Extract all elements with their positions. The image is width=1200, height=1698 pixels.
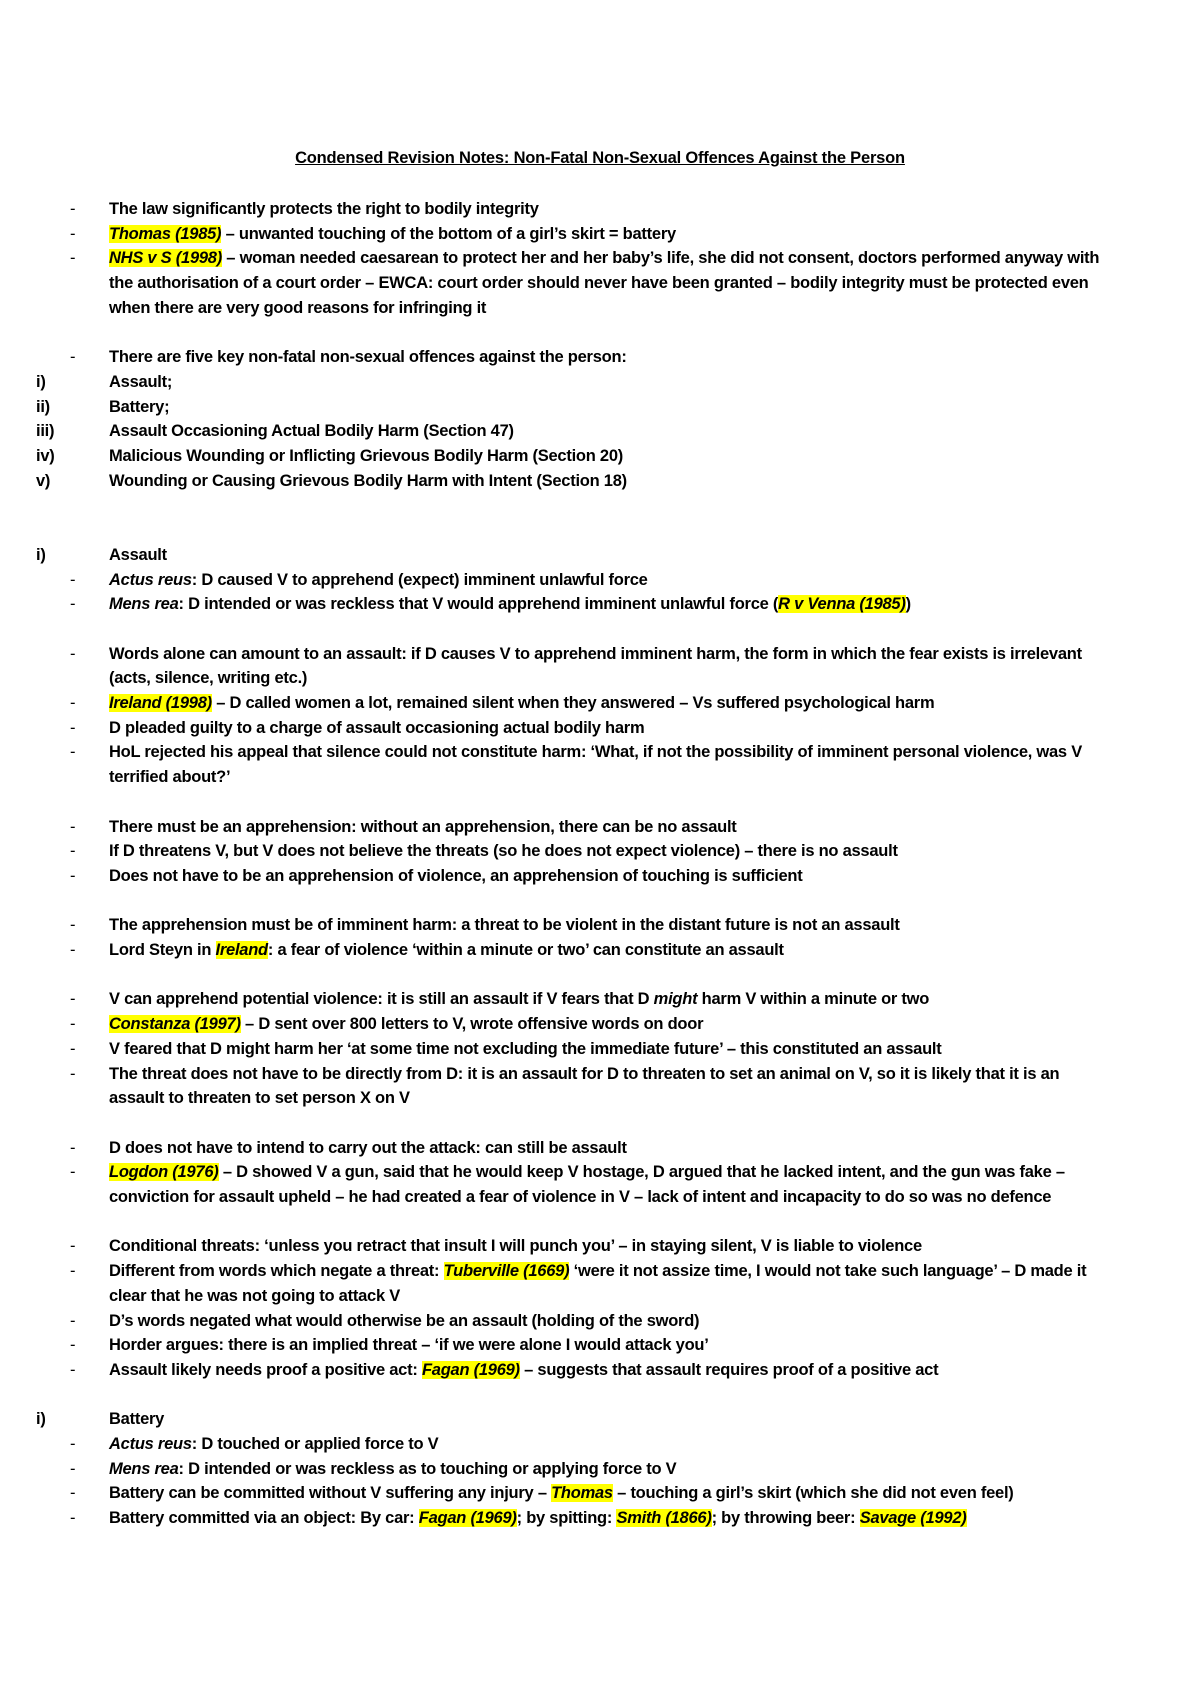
case-citation: Fagan (1969) [421,1360,520,1379]
page-title: Condensed Revision Notes: Non-Fatal Non-Sexual Offences Against the Person [295,149,905,167]
offence-item: i) Assault; [36,370,1106,395]
bullet: - [70,1336,76,1355]
list-number: ii) [36,397,50,416]
notes-body [36,197,1106,1531]
list-item: - Actus reus: D caused V to apprehend (expect) imminent unlawful force [36,568,1106,593]
case-citation: Smith (1866) [616,1509,712,1528]
case-citation: Savage (1992) [859,1509,967,1528]
list-item: - V feared that D might harm her ‘at some time not excluding the immediate future’ – this constituted an assault [36,1037,1106,1062]
list-item: - There must be an apprehension: without an apprehension, there can be no assault [36,815,1106,840]
bullet: - [70,348,76,367]
list-number: iv) [36,447,55,466]
offence-item: v) Wounding or Causing Grievous Bodily Harm with Intent (Section 18) [36,469,1106,494]
bullet: - [70,1459,76,1478]
case-citation: Ireland [215,941,268,960]
list-item: - Different from words which negate a threat: Tuberville (1669) ‘were it not assize time, I would not take such language’ – D made it clear that he was not going to attack V [36,1259,1106,1308]
list-number: i) [36,545,46,564]
list-item: - Horder argues: there is an implied threat – ‘if we were alone I would attack you’ [36,1333,1106,1358]
case-citation: R v Venna (1985) [778,595,906,614]
list-item: - Battery committed via an object: By car: Fagan (1969); by spitting: Smith (1866); by throwing beer: Savage (1992) [36,1506,1106,1531]
list-item: - There are five key non-fatal non-sexual offences against the person: [36,345,1106,370]
bullet: - [70,1138,76,1157]
section-heading-battery: i) Battery [36,1407,1106,1432]
bullet: - [70,644,76,663]
list-item: - Thomas (1985) – unwanted touching of the bottom of a girl’s skirt = battery [36,222,1106,247]
list-item: - HoL rejected his appeal that silence could not constitute harm: ‘What, if not the possibility of imminent personal violence, was V terrified about?’ [36,740,1106,789]
bullet: - [70,224,76,243]
bullet: - [70,1262,76,1281]
list-item: - D’s words negated what would otherwise be an assault (holding of the sword) [36,1309,1106,1334]
case-citation: Logdon (1976) [109,1163,219,1182]
bullet: - [70,866,76,885]
list-number: v) [36,471,51,490]
bullet: - [70,570,76,589]
bullet: - [70,1039,76,1058]
list-item: - Ireland (1998) – D called women a lot, remained silent when they answered – Vs suffered psychological harm [36,691,1106,716]
list-item: - Mens rea: D intended or was reckless as to touching or applying force to V [36,1457,1106,1482]
case-citation: Ireland (1998) [109,694,212,713]
bullet: - [70,990,76,1009]
bullet: - [70,1237,76,1256]
list-number: iii) [36,422,55,441]
list-item: - D does not have to intend to carry out the attack: can still be assault [36,1136,1106,1161]
bullet: - [70,916,76,935]
list-number: i) [36,1410,46,1429]
list-item: - Lord Steyn in Ireland: a fear of violence ‘within a minute or two’ can constitute an assault [36,938,1106,963]
list-item: - Words alone can amount to an assault: if D causes V to apprehend imminent harm, the form in which the fear exists is irrelevant (acts, silence, writing etc.) [36,642,1106,691]
bullet: - [70,817,76,836]
list-item: - V can apprehend potential violence: it is still an assault if V fears that D might harm V within a minute or two [36,987,1106,1012]
bullet: - [70,1311,76,1330]
case-citation: Thomas [551,1484,613,1503]
section-heading-assault: i) Assault [36,543,1106,568]
list-item: - Does not have to be an apprehension of violence, an apprehension of touching is sufficient [36,864,1106,889]
case-citation: Constanza (1997) [109,1015,241,1034]
bullet: - [70,941,76,960]
bullet: - [70,842,76,861]
case-citation: Tuberville (1669) [443,1262,570,1281]
list-item: - The threat does not have to be directly from D: it is an assault for D to threaten to set an animal on V, so it is likely that it is an assault to threaten to set person X on V [36,1062,1106,1111]
bullet: - [70,718,76,737]
list-item: - The apprehension must be of imminent harm: a threat to be violent in the distant future is not an assault [36,913,1106,938]
bullet: - [70,694,76,713]
bullet: - [70,743,76,762]
bullet: - [70,1435,76,1454]
bullet: - [70,249,76,268]
offence-item: iii) Assault Occasioning Actual Bodily Harm (Section 47) [36,419,1106,444]
list-item: - Logdon (1976) – D showed V a gun, said that he would keep V hostage, D argued that he lacked intent, and the gun was fake – conviction for assault upheld – he had created a fear of violence in V – lack of intent and incapacity to do so was no defence [36,1160,1106,1209]
list-item: - If D threatens V, but V does not believe the threats (so he does not expect violence) – there is no assault [36,839,1106,864]
bullet: - [70,1064,76,1083]
bullet: - [70,595,76,614]
case-citation: Thomas (1985) [109,224,222,243]
case-citation: NHS v S (1998) [109,249,222,268]
list-item: - Conditional threats: ‘unless you retract that insult I will punch you’ – in staying silent, V is liable to violence [36,1234,1106,1259]
list-item: - Assault likely needs proof a positive act: Fagan (1969) – suggests that assault requires proof of a positive act [36,1358,1106,1383]
list-item: - D pleaded guilty to a charge of assault occasioning actual bodily harm [36,716,1106,741]
bullet: - [70,1509,76,1528]
list-item: - Battery can be committed without V suffering any injury – Thomas – touching a girl’s skirt (which she did not even feel) [36,1481,1106,1506]
list-item: - Mens rea: D intended or was reckless that V would apprehend imminent unlawful force (R v Venna (1985)) [36,592,1106,617]
list-number: i) [36,372,46,391]
list-item: - The law significantly protects the right to bodily integrity [36,197,1106,222]
bullet: - [70,200,76,218]
offence-item: ii) Battery; [36,395,1106,420]
offence-item: iv) Malicious Wounding or Inflicting Grievous Bodily Harm (Section 20) [36,444,1106,469]
list-item: - Constanza (1997) – D sent over 800 letters to V, wrote offensive words on door [36,1012,1106,1037]
bullet: - [70,1360,76,1379]
list-item: - NHS v S (1998) – woman needed caesarean to protect her and her baby’s life, she did not consent, doctors performed anyway with the authorisation of a court order – EWCA: court order should never have been granted – bodily integrity must be protected even when there are very good reasons for infringing it [36,246,1106,320]
case-citation: Fagan (1969) [418,1509,517,1528]
bullet: - [70,1015,76,1034]
bullet: - [70,1163,76,1182]
list-item: - Actus reus: D touched or applied force to V [36,1432,1106,1457]
bullet: - [70,1484,76,1503]
